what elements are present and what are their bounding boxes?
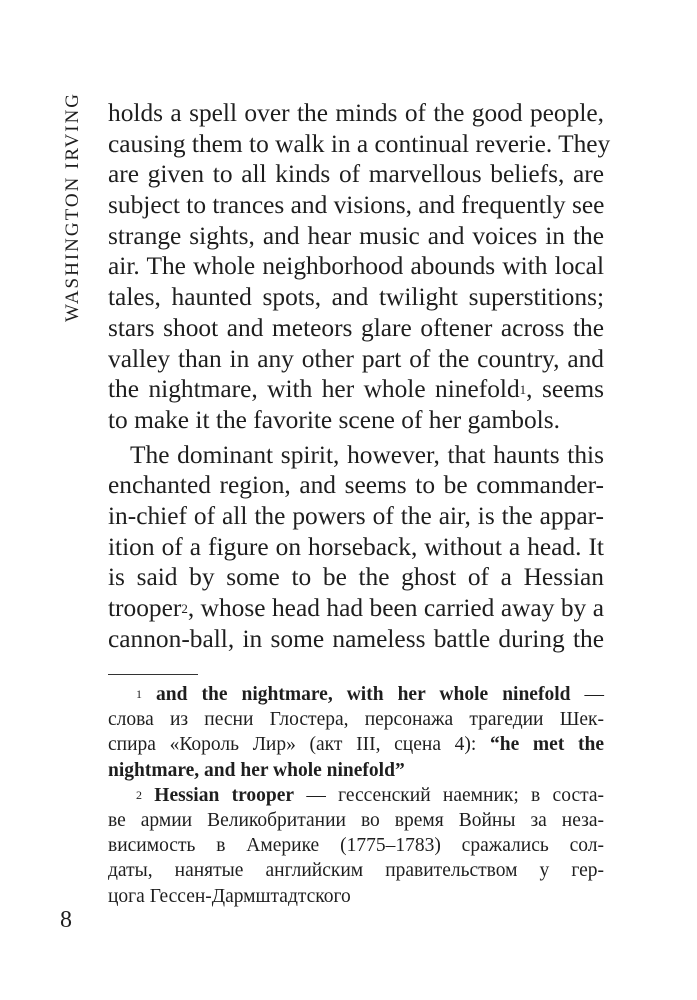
text-line: in-chief of all the powers of the air, is the appar- [108, 501, 604, 530]
footnote-ref-1[interactable]: 1 [519, 382, 527, 398]
text-fragment: — [570, 684, 604, 705]
footnote-1-line [108, 732, 604, 757]
footnote-1-line [108, 682, 604, 707]
text-fragment: — гессенский наемник; в соста- [294, 784, 605, 806]
footnote-term: Hessian trooper [154, 784, 295, 806]
text-line: ition of a figure on horseback, without a head. It [108, 532, 604, 561]
text-line: to make it the favorite scene of her gambols. [108, 405, 560, 434]
text-line: air. The whole neighborhood abounds with local [108, 252, 604, 281]
footnote-divider [108, 674, 198, 675]
text-line: tales, haunted spots, and twilight superstitions; [108, 283, 604, 312]
footnote-quote: nightmare, and her whole ninefold” [108, 759, 405, 781]
text-line: The dominant spirit, however, that haunts this [130, 440, 604, 469]
text-fragment: спира «Король Лир» (акт III, сцена 4): [108, 734, 490, 756]
footnote-term: and the nightmare, with her whole ninefold [156, 684, 571, 705]
footnote-1-line [108, 758, 604, 783]
footnote-2-line: ве армии Великобритании во время Войны за неза- [108, 809, 604, 831]
text-line: are given to all kinds of marvellous beliefs, are [108, 160, 604, 189]
footnote-ref-2[interactable]: 2 [181, 601, 188, 616]
text-fragment: trooper [108, 594, 182, 622]
footnote-2-line: висимость в Америке (1775–1783) сражались сол- [108, 835, 604, 857]
footnote-2-line [108, 783, 604, 808]
text-fragment: the nightmare, with her whole ninefold [108, 375, 520, 404]
text-line: enchanted region, and seems to be commander- [108, 471, 604, 500]
text-line [108, 374, 604, 405]
text-line: holds a spell over the minds of the good people, [108, 99, 604, 127]
text-line: cannon-ball, in some nameless battle during the [108, 624, 604, 653]
footnote-number: 2 [136, 787, 142, 802]
text-line: valley than in any other part of the country, and [108, 344, 604, 373]
text-fragment: , whose head had been carried away by a [187, 594, 604, 622]
text-line: causing them to walk in a continual reverie. They [108, 129, 611, 158]
footnote-quote: “he met the [490, 734, 604, 756]
text-fragment: , seems [526, 375, 604, 404]
running-head: WASHINGTON IRVING [62, 92, 83, 323]
footnote-2-line: цога Гессен-Дармштадтского [108, 885, 351, 907]
text-line [108, 593, 604, 624]
footnote-2-line: даты, нанятые английским правительством у гер- [108, 860, 604, 882]
text-line: stars shoot and meteors glare oftener across the [108, 313, 604, 342]
text-line: is said by some to be the ghost of a Hessian [108, 563, 604, 592]
body-text [108, 98, 611, 654]
footnote-1-line: слова из песни Глостера, персонажа трагедии Шек- [108, 709, 604, 731]
text-line: strange sights, and hear music and voices in the [108, 221, 604, 250]
text-line: subject to trances and visions, and frequently see [108, 191, 605, 220]
footnotes [108, 682, 604, 909]
page-number: 8 [60, 907, 72, 933]
footnote-number: 1 [136, 687, 142, 701]
